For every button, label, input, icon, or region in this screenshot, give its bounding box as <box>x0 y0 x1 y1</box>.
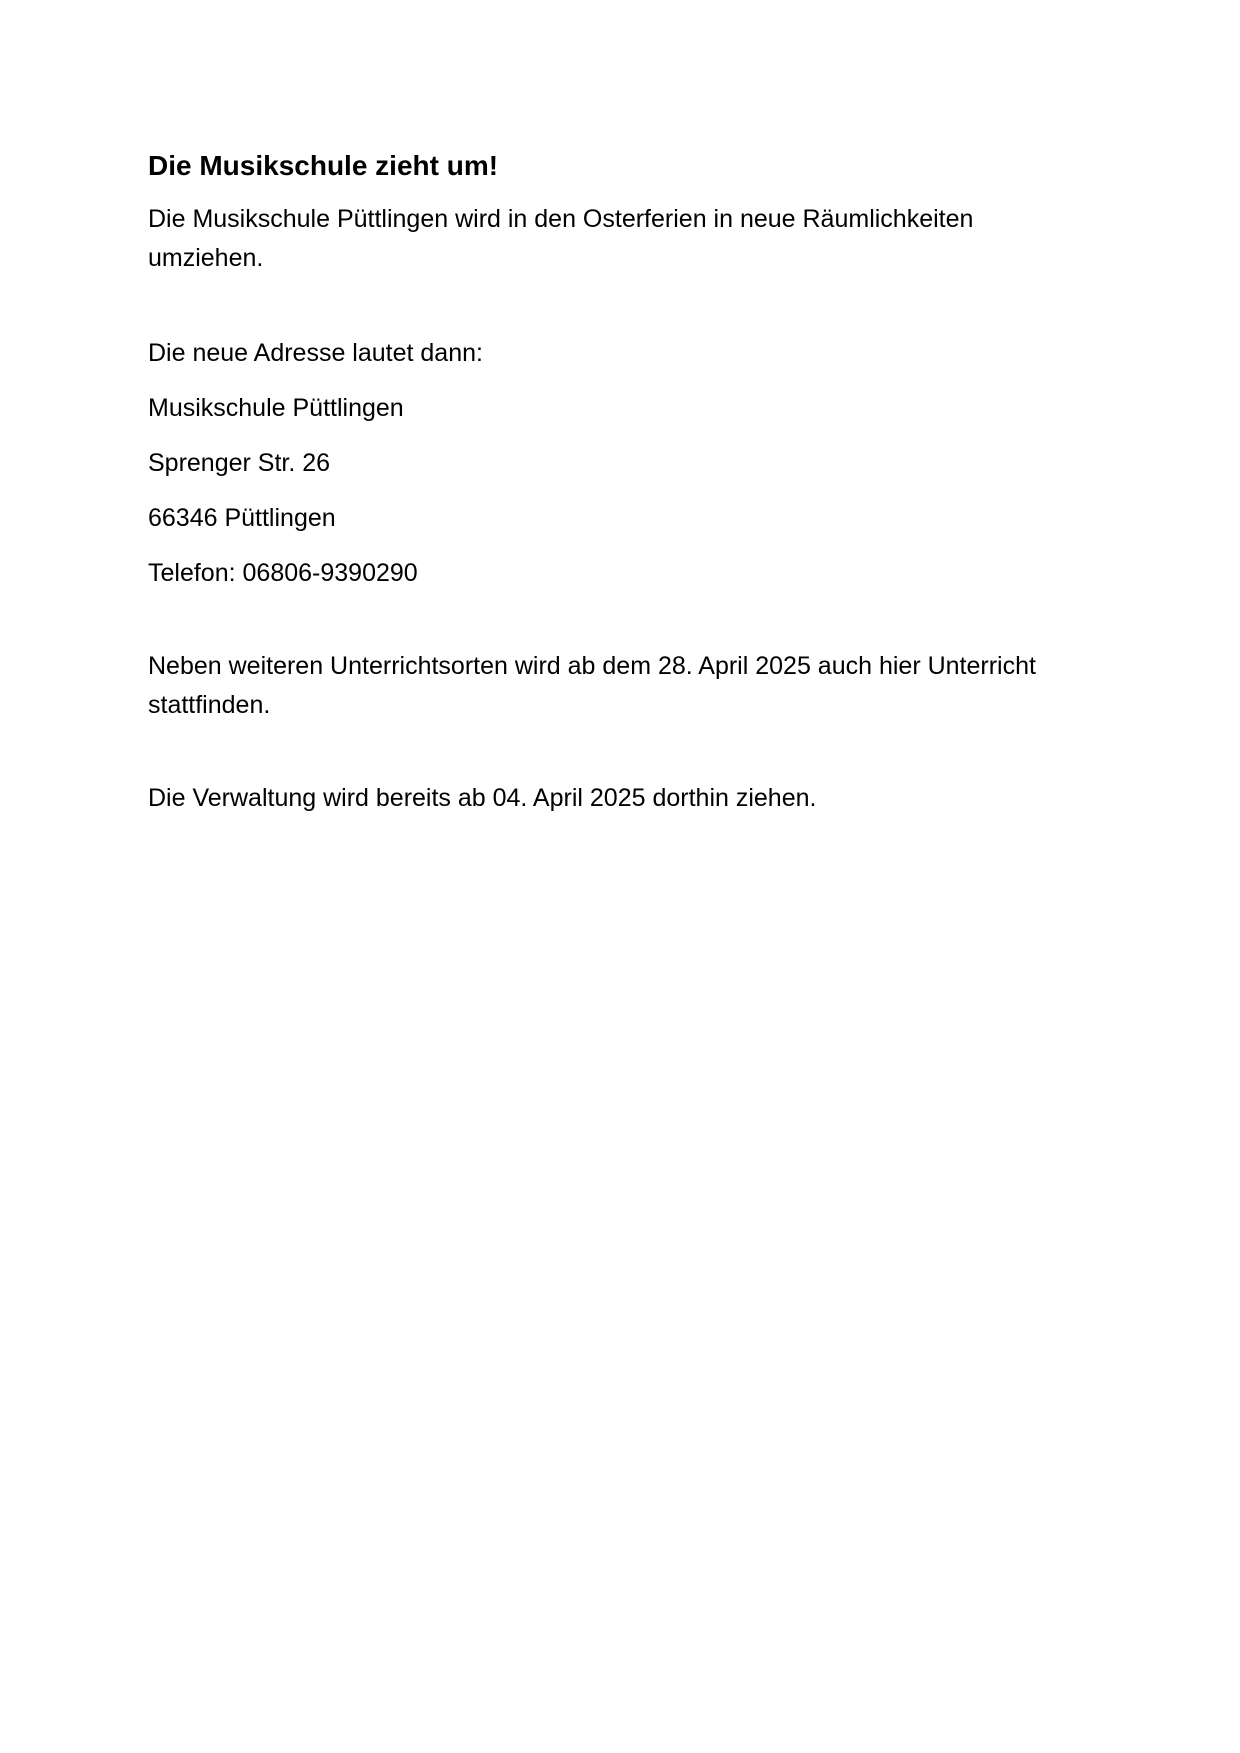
address-heading: Die neue Adresse lautet dann: <box>148 339 483 367</box>
spacer <box>148 593 1088 647</box>
spacer <box>148 278 1088 334</box>
address-street: Sprenger Str. 26 <box>148 449 331 477</box>
document-title: Die Musikschule zieht um! <box>148 150 499 181</box>
spacer <box>148 725 1088 779</box>
document-body <box>148 146 1088 818</box>
admin-paragraph: Die Verwaltung wird bereits ab 04. April 2025 dorthin ziehen. <box>148 784 817 812</box>
address-city: 66346 Püttlingen <box>148 504 336 532</box>
lessons-paragraph: Neben weiteren Unterrichtsorten wird ab dem 28. April 2025 auch hier Unterricht stattfinden. <box>148 652 1036 719</box>
intro-paragraph: Die Musikschule Püttlingen wird in den Osterferien in neue Räumlichkeiten umziehen. <box>148 205 974 272</box>
address-phone: Telefon: 06806-9390290 <box>148 559 418 587</box>
address-name: Musikschule Püttlingen <box>148 394 404 422</box>
